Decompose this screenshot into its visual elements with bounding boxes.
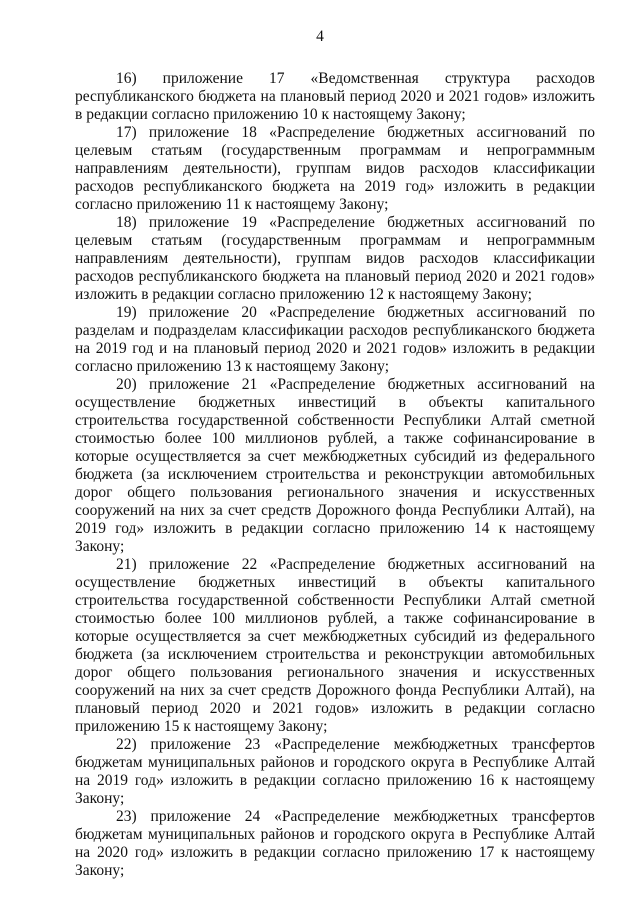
paragraph-item-16: 16) приложение 17 «Ведомственная структура расходов республиканского бюджета на плановый период 2020 и 2021 годов» изложить в редакции согласно приложению 10 к настоящему Закону;: [75, 70, 595, 123]
paragraph-item-19: 19) приложение 20 «Распределение бюджетных ассигнований по разделам и подразделам классификации расходов республиканского бюджета на 2019 год и на плановый период 2020 и 2021 годов» изложить в редакции согласно приложению 13 к настоящему Закону;: [75, 304, 595, 375]
paragraph-item-20: 20) приложение 21 «Распределение бюджетных ассигнований на осуществление бюджетных инвестиций в объекты капитального строительства государственной собственности Республики Алтай сметной стоимостью более 100 миллионов рублей, а также софинансирование в которые осуществляется за счет межбюджетных субсидий из федерального бюджета (за исключением строительства и реконструкции автомобильных дорог общего пользования регионального значения и искусственных сооружений на них за счет средств Дорожного фонда Республики Алтай), на 2019 год» изложить в редакции согласно приложению 14 к настоящему Закону;: [75, 376, 595, 555]
paragraph-item-18: 18) приложение 19 «Распределение бюджетных ассигнований по целевым статьям (государственным программам и непрограммным направлениям деятельности), группам видов расходов классификации расходов республиканского бюджета на плановый период 2020 и 2021 годов» изложить в редакции согласно приложению 12 к настоящему Закону;: [75, 214, 595, 303]
page-number: 4: [316, 28, 324, 45]
paragraph-item-17: 17) приложение 18 «Распределение бюджетных ассигнований по целевым статьям (государственным программам и непрограммным направлениям деятельности), группам видов расходов классификации расходов республиканского бюджета на 2019 год» изложить в редакции согласно приложению 11 к настоящему Закону;: [75, 124, 595, 213]
paragraph-item-22: 22) приложение 23 «Распределение межбюджетных трансфертов бюджетам муниципальных районов и городского округа в Республике Алтай на 2019 год» изложить в редакции согласно приложению 16 к настоящему Закону;: [75, 736, 595, 807]
paragraph-item-23: 23) приложение 24 «Распределение межбюджетных трансфертов бюджетам муниципальных районов и городского округа в Республике Алтай на 2020 год» изложить в редакции согласно приложению 17 к настоящему Закону;: [75, 808, 595, 879]
paragraph-item-21: 21) приложение 22 «Распределение бюджетных ассигнований на осуществление бюджетных инвестиций в объекты капитального строительства государственной собственности Республики Алтай сметной стоимостью более 100 миллионов рублей, а также софинансирование в которые осуществляется за счет межбюджетных субсидий из федерального бюджета (за исключением строительства и реконструкции автомобильных дорог общего пользования регионального значения и искусственных сооружений на них за счет средств Дорожного фонда Республики Алтай), на плановый период 2020 и 2021 годов» изложить в редакции согласно приложению 15 к настоящему Закону;: [75, 556, 595, 735]
document-body: [75, 70, 595, 880]
